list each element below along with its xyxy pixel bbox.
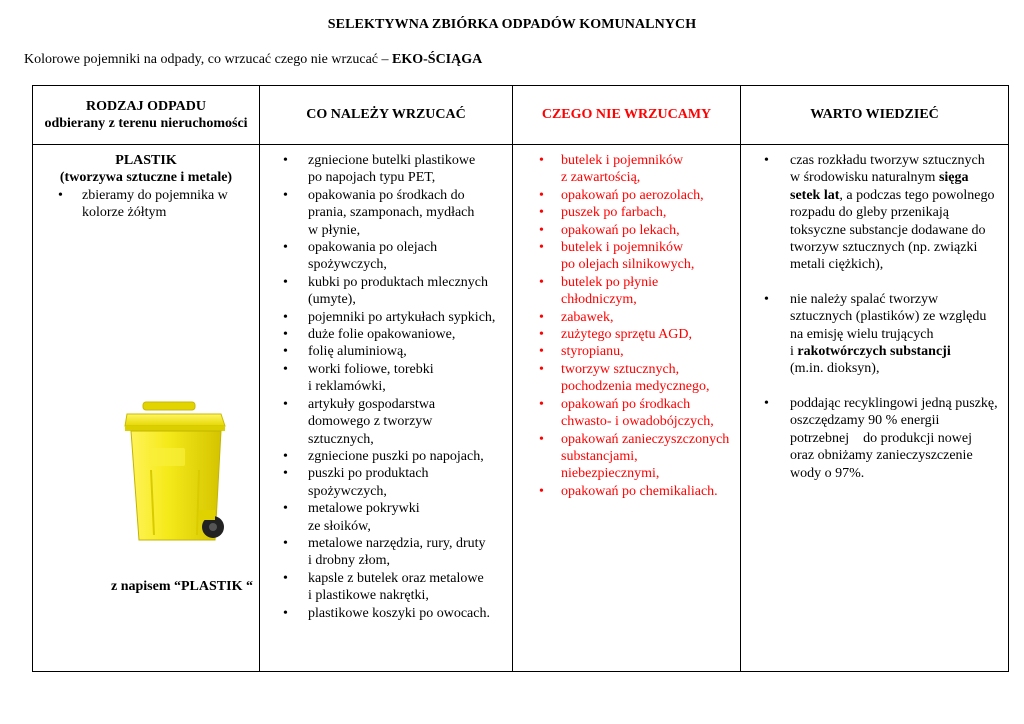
- rejected-item: [514, 396, 735, 431]
- fact-line: czas rozkładu tworzyw sztucznych: [790, 153, 985, 168]
- bullet-icon: •: [283, 466, 288, 482]
- fact-line: na emisję wielu trujących: [790, 326, 934, 342]
- accepted-item-line: artykuły gospodarstwa: [308, 396, 436, 412]
- accepted-item-line: metalowe pokrywki: [308, 501, 420, 517]
- accepted-item-line: i plastikowe nakrętki,: [308, 588, 429, 604]
- fact-line: potrzebnej do produkcji nowej: [790, 430, 972, 446]
- accepted-item-line: plastikowe koszyki po owocach.: [308, 605, 490, 621]
- bullet-icon: •: [58, 187, 63, 203]
- accepted-item-line: metalowe narzędzia, rury, druty: [308, 535, 486, 551]
- header-accepted: CO NALEŻY WRZUCAĆ: [260, 86, 513, 145]
- bullet-icon: •: [539, 327, 544, 343]
- rejected-item: [514, 483, 735, 500]
- bin-caption: z napisem “PLASTIK “: [111, 579, 253, 594]
- fact-line: oszczędzamy 90 % energii: [790, 413, 940, 429]
- bullet-icon: •: [539, 344, 544, 360]
- rejected-item-line: opakowań po chemikaliach.: [561, 483, 718, 499]
- accepted-item-line: kapsle z butelek oraz metalowe: [308, 570, 484, 586]
- document-subtitle: [24, 52, 482, 68]
- fact-text: i: [790, 344, 798, 360]
- accepted-item-line: ze słoików,: [308, 518, 371, 534]
- fact-line: poddając recyklingowi jedną puszkę,: [790, 395, 998, 411]
- accepted-item-line: prania, szamponach, mydłach: [308, 205, 475, 221]
- accepted-cell: [260, 145, 513, 672]
- waste-type-sub: (tworzywa sztuczne i metale): [59, 170, 233, 186]
- accepted-item: [261, 187, 507, 239]
- accepted-item: [261, 570, 507, 605]
- bullet-icon: •: [283, 153, 288, 168]
- accepted-item-line: puszki po produktach: [308, 466, 429, 482]
- subtitle-text: Kolorowe pojemniki na odpady, co wrzucać czego nie wrzucać –: [24, 52, 392, 67]
- rejected-item: [514, 431, 735, 483]
- waste-type-note-line1: zbieramy do pojemnika w: [82, 187, 228, 203]
- accepted-item: [261, 361, 507, 396]
- rejected-item: [514, 239, 735, 274]
- accepted-item: [261, 448, 507, 465]
- bullet-icon: •: [539, 187, 544, 203]
- rejected-item: [514, 343, 735, 360]
- waste-type-name: PLASTIK: [115, 153, 177, 168]
- accepted-item: [261, 396, 507, 448]
- accepted-item: [261, 465, 507, 500]
- accepted-item-line: sztucznych,: [308, 431, 374, 447]
- accepted-item-line: worki foliowe, torebki: [308, 361, 434, 377]
- bullet-icon: •: [283, 361, 288, 377]
- fact-bold: rakotwórczych substancji: [797, 344, 951, 360]
- bullet-icon: •: [764, 153, 769, 168]
- accepted-item-line: pojemniki po artykułach sypkich,: [308, 309, 496, 325]
- fact-line: metali ciężkich),: [790, 257, 884, 273]
- accepted-item-line: opakowania po środkach do: [308, 187, 465, 203]
- accepted-item-line: zgniecione puszki po napojach,: [308, 448, 484, 464]
- header-rejected: CZEGO NIE WRZUCAMY: [513, 86, 741, 145]
- rejected-item-line: butelek i pojemników: [561, 153, 684, 168]
- accepted-list: [261, 146, 511, 622]
- waste-table: [32, 85, 1009, 672]
- fact-line: sztucznych (plastików) ze względu: [790, 309, 987, 325]
- rejected-item: [514, 187, 735, 204]
- accepted-item-line: domowego z tworzyw: [308, 414, 433, 430]
- bullet-icon: •: [283, 448, 288, 464]
- bullet-icon: •: [539, 483, 544, 499]
- header-waste-type-line2: odbierany z terenu nieruchomości: [44, 116, 248, 131]
- accepted-item-line: opakowania po olejach: [308, 240, 438, 256]
- waste-type-note: [34, 187, 258, 222]
- header-waste-type-line1: RODZAJ ODPADU: [86, 98, 206, 114]
- fact-text: w środowisku naturalnym: [790, 170, 939, 186]
- fact-line: rozpadu do gleby przenikają: [790, 205, 949, 221]
- accepted-item: [261, 239, 507, 274]
- rejected-item-line: z zawartością,: [561, 170, 641, 186]
- rejected-item: [514, 361, 735, 396]
- header-facts: WARTO WIEDZIEĆ: [741, 86, 1009, 145]
- rejected-item: [514, 309, 735, 326]
- accepted-item-line: po napojach typu PET,: [308, 170, 436, 186]
- rejected-item: [514, 222, 735, 239]
- accepted-item: [261, 152, 507, 187]
- rejected-item-line: opakowań po aerozolach,: [561, 187, 704, 203]
- bullet-icon: •: [283, 570, 288, 586]
- rejected-item-line: tworzyw sztucznych,: [561, 361, 680, 377]
- bullet-icon: •: [539, 153, 544, 168]
- fact-item: [742, 152, 1003, 274]
- accepted-item-line: zgniecione butelki plastikowe: [308, 153, 476, 168]
- rejected-item-line: po olejach silnikowych,: [561, 257, 695, 273]
- fact-text: , a podczas tego powolnego: [839, 187, 995, 203]
- document-title: SELEKTYWNA ZBIÓRKA ODPADÓW KOMUNALNYCH: [327, 17, 697, 32]
- subtitle-bold: EKO-ŚCIĄGA: [392, 52, 483, 67]
- accepted-item-line: (umyte),: [308, 292, 356, 308]
- accepted-item-line: spożywczych,: [308, 483, 387, 499]
- accepted-item: [261, 500, 507, 535]
- bullet-icon: •: [539, 240, 544, 256]
- rejected-item-line: opakowań po lekach,: [561, 222, 680, 238]
- bullet-icon: •: [283, 327, 288, 343]
- bullet-icon: •: [764, 291, 769, 307]
- rejected-item: [514, 204, 735, 221]
- rejected-item: [514, 274, 735, 309]
- bullet-icon: •: [539, 431, 544, 447]
- waste-type-note-line2: kolorze żółtym: [82, 205, 167, 221]
- accepted-item-line: i drobny złom,: [308, 553, 391, 569]
- bullet-icon: •: [764, 395, 769, 411]
- rejected-item: [514, 326, 735, 343]
- bullet-icon: •: [283, 187, 288, 203]
- rejected-item-line: puszek po farbach,: [561, 205, 667, 221]
- fact-line: wody o 97%.: [790, 465, 865, 481]
- fact-line: [790, 343, 1003, 360]
- header-waste-type: [33, 86, 260, 145]
- bullet-icon: •: [539, 274, 544, 290]
- bullet-icon: •: [283, 605, 288, 621]
- accepted-item-line: kubki po produktach mlecznych: [308, 274, 489, 290]
- bullet-icon: •: [283, 501, 288, 517]
- accepted-item: [261, 535, 507, 570]
- rejected-item-line: butelek i pojemników: [561, 240, 684, 256]
- rejected-cell: [513, 145, 741, 672]
- bullet-icon: •: [283, 535, 288, 551]
- fact-bold: sięga: [938, 170, 969, 186]
- plastik-row: [33, 145, 1009, 672]
- rejected-item-line: opakowań po środkach: [561, 396, 691, 412]
- bullet-icon: •: [539, 309, 544, 325]
- bullet-icon: •: [283, 396, 288, 412]
- fact-item: [742, 291, 1003, 378]
- bullet-icon: •: [539, 396, 544, 412]
- header-row: [33, 86, 1009, 145]
- rejected-item-line: styropianu,: [561, 344, 624, 360]
- rejected-item-line: chwasto- i owadobójczych,: [561, 414, 714, 430]
- rejected-item-line: butelek po płynie: [561, 274, 659, 290]
- rejected-item-line: chłodniczym,: [561, 292, 637, 308]
- rejected-item-line: niebezpiecznymi,: [561, 466, 660, 482]
- accepted-item: [261, 309, 507, 326]
- bullet-icon: •: [539, 222, 544, 238]
- accepted-item-line: duże folie opakowaniowe,: [308, 327, 456, 343]
- fact-line: oraz obniżamy zanieczyszczenie: [790, 448, 973, 464]
- accepted-item-line: folię aluminiową,: [308, 344, 407, 360]
- fact-line: [790, 169, 1003, 186]
- accepted-item: [261, 274, 507, 309]
- fact-line: toksyczne substancje dodawane do: [790, 222, 986, 238]
- rejected-item-line: substancjami,: [561, 448, 638, 464]
- fact-line: [790, 187, 1003, 204]
- fact-line: (m.in. dioksyn),: [790, 361, 880, 377]
- fact-line: nie należy spalać tworzyw: [790, 291, 939, 307]
- fact-line: tworzyw sztucznych (np. związki: [790, 240, 978, 256]
- rejected-list: [514, 146, 739, 500]
- waste-type-heading: [34, 146, 258, 187]
- rejected-item: [514, 152, 735, 187]
- fact-item: [742, 395, 1003, 482]
- bullet-icon: •: [539, 205, 544, 221]
- rejected-item-line: zabawek,: [561, 309, 614, 325]
- accepted-item-line: w płynie,: [308, 222, 361, 238]
- accepted-item-line: i reklamówki,: [308, 379, 386, 395]
- bullet-icon: •: [283, 344, 288, 360]
- rejected-item-line: opakowań zanieczyszczonych: [561, 431, 730, 447]
- facts-list: [742, 146, 1007, 482]
- bullet-icon: •: [283, 274, 288, 290]
- rejected-item-line: zużytego sprzętu AGD,: [561, 327, 693, 343]
- bullet-icon: •: [283, 240, 288, 256]
- accepted-item-line: spożywczych,: [308, 257, 387, 273]
- accepted-item: [261, 343, 507, 360]
- facts-cell: [741, 145, 1009, 672]
- rejected-item-line: pochodzenia medycznego,: [561, 379, 710, 395]
- accepted-item: [261, 326, 507, 343]
- waste-type-cell: [33, 145, 260, 672]
- bullet-icon: •: [283, 309, 288, 325]
- accepted-item: [261, 605, 507, 622]
- fact-bold: setek lat: [790, 187, 840, 203]
- yellow-bin-icon: [121, 400, 231, 550]
- bullet-icon: •: [539, 361, 544, 377]
